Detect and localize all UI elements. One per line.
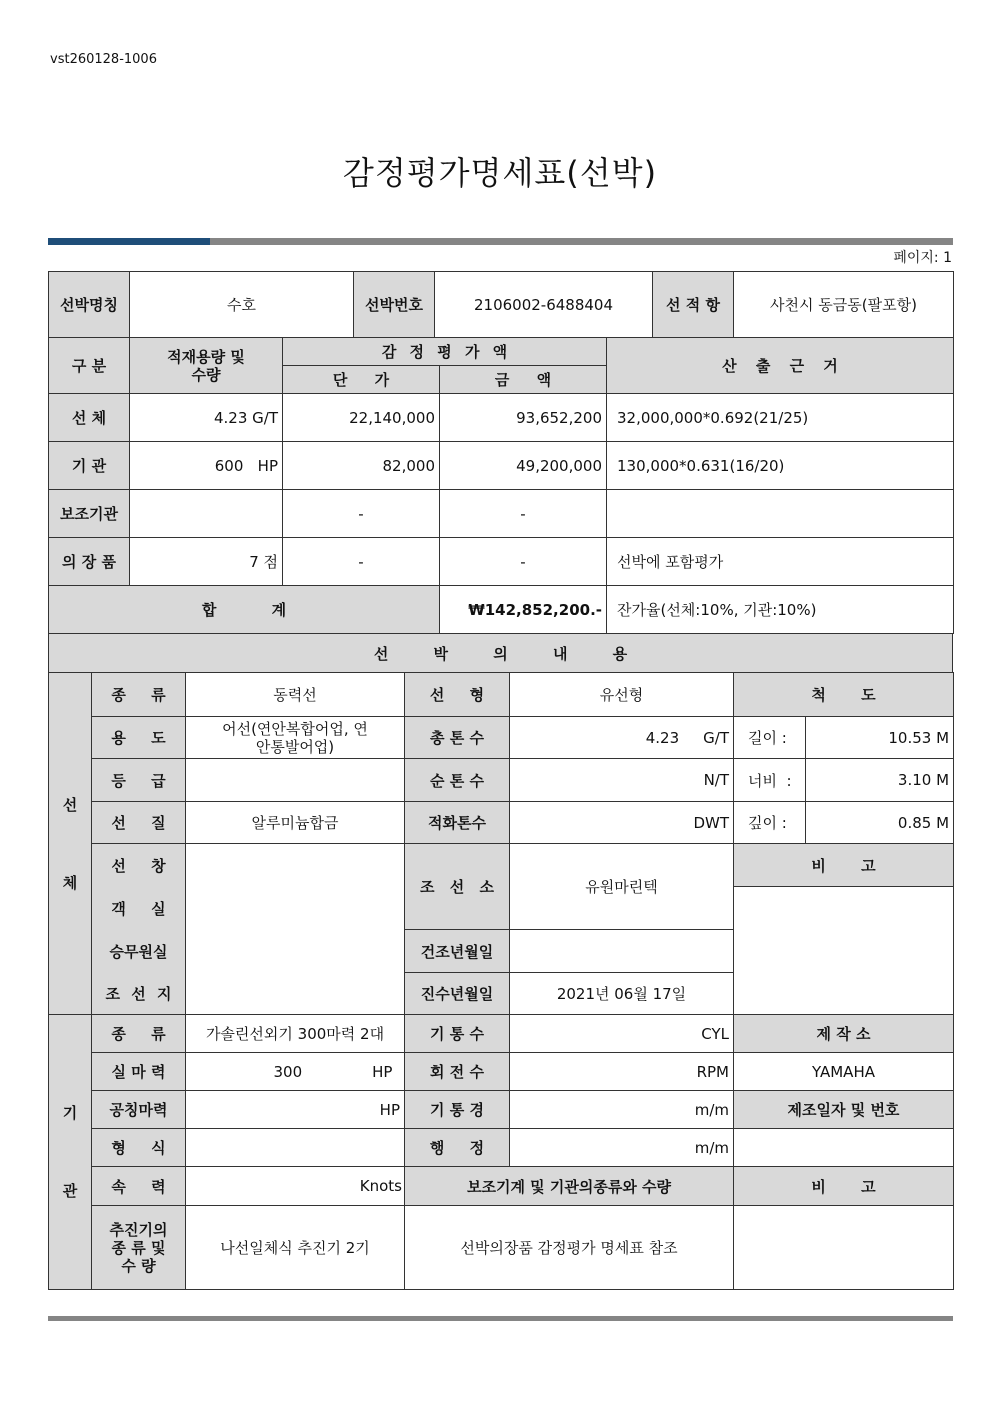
engine-table bbox=[48, 1014, 954, 1290]
rpm: RPM bbox=[510, 1053, 734, 1091]
aux-amount: - bbox=[440, 490, 607, 538]
category-header: 구 분 bbox=[49, 338, 130, 394]
hull-form-label: 선 형 bbox=[405, 673, 510, 717]
total-amount: ₩142,852,200.- bbox=[440, 586, 607, 634]
ship-info-table bbox=[48, 271, 954, 338]
hull-use-label: 용 도 bbox=[92, 717, 186, 759]
stroke-label: 행 정 bbox=[405, 1129, 510, 1167]
propeller: 나선일체식 추진기 2기 bbox=[186, 1206, 405, 1290]
nominal-hp: HP bbox=[186, 1091, 405, 1129]
hull-table bbox=[48, 672, 954, 1015]
built-date-label: 건조년월일 bbox=[405, 930, 510, 973]
top-rule-accent bbox=[48, 238, 210, 245]
build-place-label: 조 선 지 bbox=[92, 973, 186, 1015]
ship-name-label: 선박명칭 bbox=[49, 272, 130, 338]
hull-misc-values bbox=[186, 844, 405, 1015]
engine-amount: 49,200,000 bbox=[440, 442, 607, 490]
page-title: 감정평가명세표(선박) bbox=[342, 154, 658, 192]
shipyard-label: 조 선 소 bbox=[405, 844, 510, 930]
nominal-hp-label: 공칭마력 bbox=[92, 1091, 186, 1129]
hull-qty: 4.23 G/T bbox=[130, 394, 283, 442]
shipyard: 유원마린텍 bbox=[510, 844, 734, 930]
fittings-unit-price: - bbox=[283, 538, 440, 586]
engine-row-label: 기 관 bbox=[49, 442, 130, 490]
total-basis: 잔가율(선체:10%, 기관:10%) bbox=[607, 586, 954, 634]
hull-unit-price: 22,140,000 bbox=[283, 394, 440, 442]
aux-qty bbox=[130, 490, 283, 538]
engine-basis: 130,000*0.631(16/20) bbox=[607, 442, 954, 490]
depth: 0.85 M bbox=[806, 802, 954, 844]
manufacture bbox=[734, 1129, 954, 1167]
cabin-label: 객 실 bbox=[92, 887, 186, 930]
capacity-header: 적재용량 및 수량 bbox=[130, 338, 283, 394]
port: 사천시 동금동(팔포항) bbox=[734, 272, 954, 338]
hull-amount: 93,652,200 bbox=[440, 394, 607, 442]
hull-grade bbox=[186, 759, 405, 802]
aux-row-label: 보조기관 bbox=[49, 490, 130, 538]
hull-row-label: 선 체 bbox=[49, 394, 130, 442]
page-number: 페이지: 1 bbox=[893, 250, 952, 266]
aux-basis bbox=[607, 490, 954, 538]
cylinders-label: 기 통 수 bbox=[405, 1015, 510, 1053]
speed-label: 속 력 bbox=[92, 1167, 186, 1206]
ship-name: 수호 bbox=[130, 272, 354, 338]
engine-remarks-label: 비 고 bbox=[734, 1167, 954, 1206]
content-title: 선 박 의 내 용 bbox=[49, 634, 953, 673]
aux-unit-price: - bbox=[283, 490, 440, 538]
built-date bbox=[510, 930, 734, 973]
net-tonnage-label: 순 톤 수 bbox=[405, 759, 510, 802]
actual-hp-label: 실 마 력 bbox=[92, 1053, 186, 1091]
hull-side-label: 선 체 bbox=[49, 673, 92, 1015]
port-label: 선 적 항 bbox=[653, 272, 734, 338]
maker: YAMAHA bbox=[734, 1053, 954, 1091]
length: 10.53 M bbox=[806, 717, 954, 759]
ship-number: 2106002-6488404 bbox=[435, 272, 653, 338]
engine-type: 가솔린선외기 300마력 2대 bbox=[186, 1015, 405, 1053]
aux-machinery: 선박의장품 감정평가 명세표 참조 bbox=[405, 1206, 734, 1290]
fittings-amount: - bbox=[440, 538, 607, 586]
engine-qty: 600 HP bbox=[130, 442, 283, 490]
speed: Knots bbox=[186, 1167, 405, 1206]
fittings-qty: 7 점 bbox=[130, 538, 283, 586]
content-title-table bbox=[48, 633, 953, 673]
fittings-row-label: 의 장 품 bbox=[49, 538, 130, 586]
hull-form: 유선형 bbox=[510, 673, 734, 717]
value-header: 감 정 평 가 액 bbox=[283, 338, 607, 366]
hull-use: 어선(연안복합어업, 연안통발어업) bbox=[186, 717, 405, 759]
hull-basis: 32,000,000*0.692(21/25) bbox=[607, 394, 954, 442]
crew-room-label: 승무원실 bbox=[92, 930, 186, 973]
dwt-label: 적화톤수 bbox=[405, 802, 510, 844]
hull-type: 동력선 bbox=[186, 673, 405, 717]
hold-label: 선 창 bbox=[92, 844, 186, 887]
amount-header: 금 액 bbox=[440, 366, 607, 394]
basis-header: 산 출 근 거 bbox=[607, 338, 954, 394]
maker-label: 제 작 소 bbox=[734, 1015, 954, 1053]
hull-remarks-label: 비 고 bbox=[734, 844, 954, 887]
valuation-table bbox=[48, 337, 954, 634]
document-id: vst260128-1006 bbox=[50, 52, 157, 67]
hull-type-label: 종 류 bbox=[92, 673, 186, 717]
actual-hp: 300 HP bbox=[186, 1053, 405, 1091]
dwt: DWT bbox=[510, 802, 734, 844]
hull-material: 알루미늄합금 bbox=[186, 802, 405, 844]
launch-date: 2021년 06월 17일 bbox=[510, 973, 734, 1015]
bore-label: 기 통 경 bbox=[405, 1091, 510, 1129]
dimensions-label: 척 도 bbox=[734, 673, 954, 717]
fittings-basis: 선박에 포함평가 bbox=[607, 538, 954, 586]
depth-label: 깊이 : bbox=[734, 802, 806, 844]
bottom-rule bbox=[48, 1316, 953, 1321]
engine-side-label: 기 관 bbox=[49, 1015, 92, 1290]
rpm-label: 회 전 수 bbox=[405, 1053, 510, 1091]
gross-tonnage: 4.23 G/T bbox=[510, 717, 734, 759]
engine-unit-price: 82,000 bbox=[283, 442, 440, 490]
stroke: m/m bbox=[510, 1129, 734, 1167]
length-label: 길이 : bbox=[734, 717, 806, 759]
net-tonnage: N/T bbox=[510, 759, 734, 802]
propeller-label: 추진기의 종 류 및 수 량 bbox=[92, 1206, 186, 1290]
aux-machinery-label: 보조기계 및 기관의종류와 수량 bbox=[405, 1167, 734, 1206]
hull-grade-label: 등 급 bbox=[92, 759, 186, 802]
cylinders: CYL bbox=[510, 1015, 734, 1053]
launch-date-label: 진수년월일 bbox=[405, 973, 510, 1015]
unit-price-header: 단 가 bbox=[283, 366, 440, 394]
ship-number-label: 선박번호 bbox=[354, 272, 435, 338]
width-label: 너비 : bbox=[734, 759, 806, 802]
hull-material-label: 선 질 bbox=[92, 802, 186, 844]
hull-remarks bbox=[734, 887, 954, 1015]
manufacture-label: 제조일자 및 번호 bbox=[734, 1091, 954, 1129]
top-rule bbox=[48, 238, 953, 245]
model-label: 형 식 bbox=[92, 1129, 186, 1167]
bore: m/m bbox=[510, 1091, 734, 1129]
gross-tonnage-label: 총 톤 수 bbox=[405, 717, 510, 759]
engine-remarks bbox=[734, 1206, 954, 1290]
total-label: 합 계 bbox=[49, 586, 440, 634]
engine-type-label: 종 류 bbox=[92, 1015, 186, 1053]
model bbox=[186, 1129, 405, 1167]
width: 3.10 M bbox=[806, 759, 954, 802]
